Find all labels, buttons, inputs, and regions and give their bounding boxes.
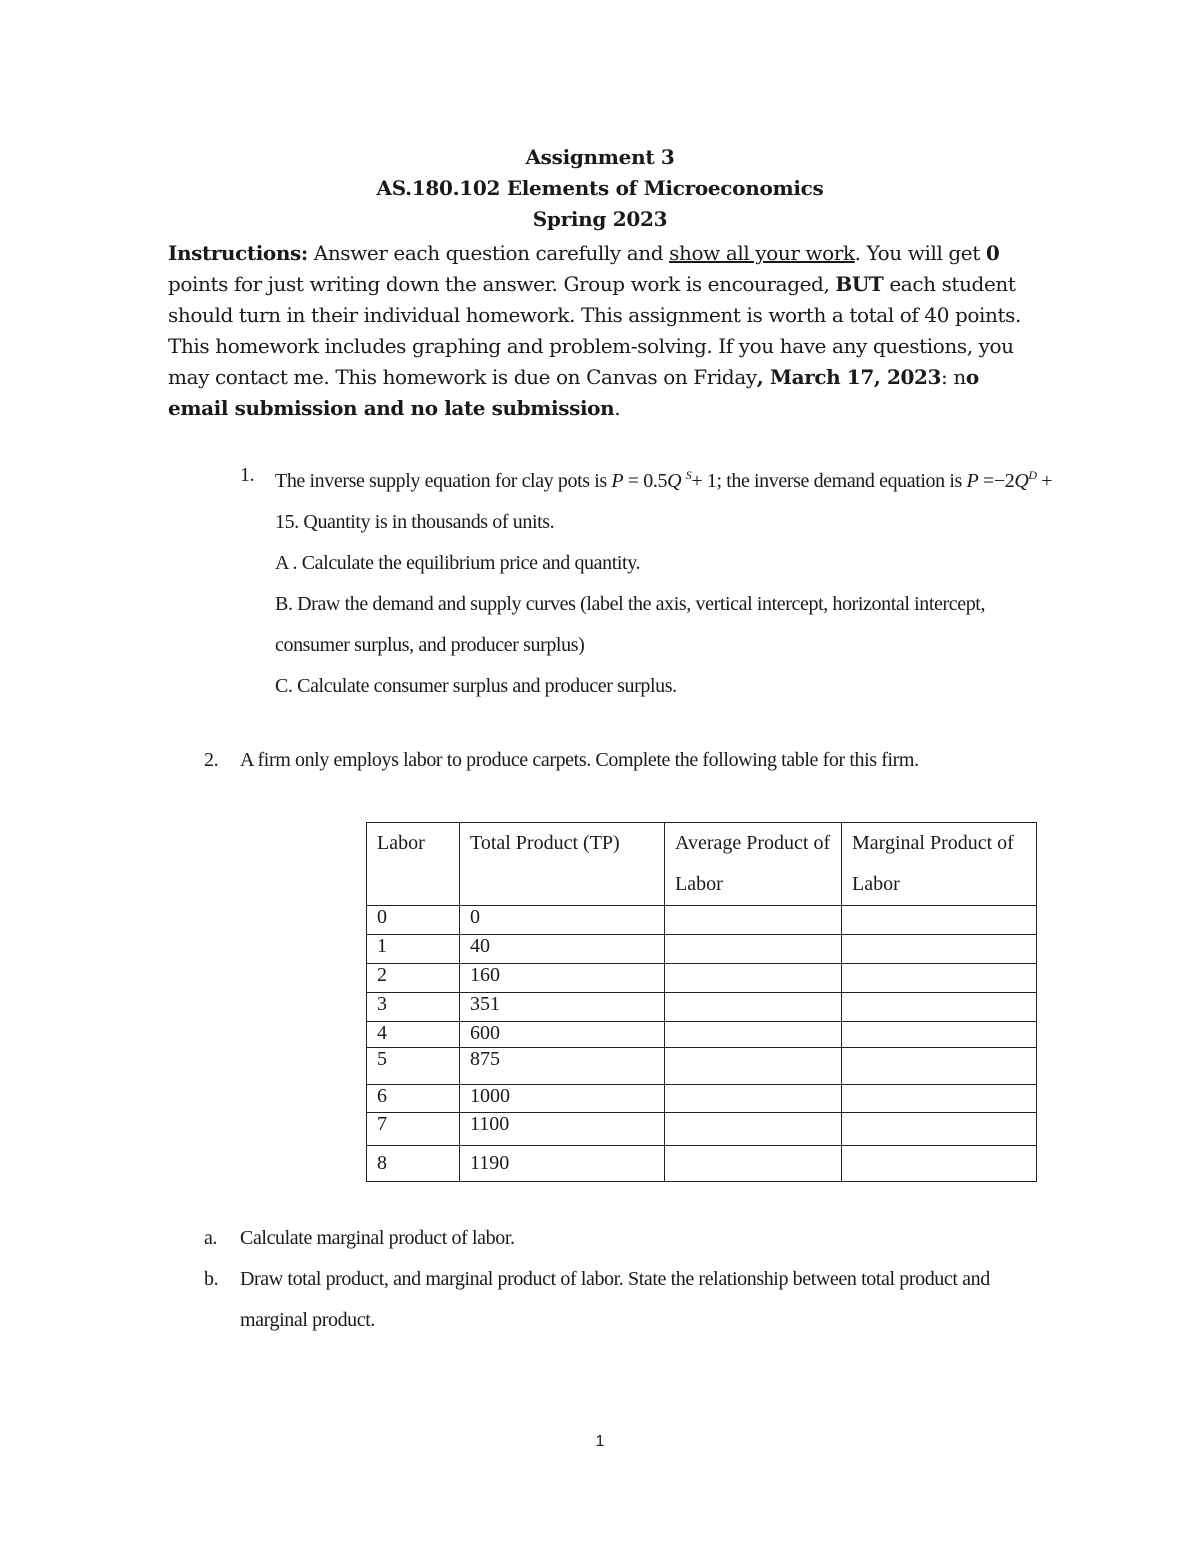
table-row: [367, 964, 1037, 993]
ap-cell[interactable]: [665, 964, 842, 993]
math-var: P: [611, 470, 624, 492]
tp-cell: 0: [460, 906, 665, 935]
question-1: [240, 455, 1060, 707]
sub-question-text: Calculate marginal product of labor.: [240, 1227, 515, 1249]
tp-cell: 351: [460, 993, 665, 1022]
mp-cell[interactable]: [842, 1146, 1037, 1182]
question-number: 2.: [204, 749, 219, 771]
labor-cell: 7: [367, 1113, 460, 1146]
sub-question-b: [204, 1259, 1044, 1341]
table-row: [367, 1085, 1037, 1113]
math-var: Q: [667, 470, 682, 492]
question-1-text: [275, 455, 1060, 543]
instructions-paragraph: [168, 238, 1028, 424]
ap-cell[interactable]: [665, 993, 842, 1022]
ap-cell[interactable]: [665, 1048, 842, 1085]
due-date: , March 17, 2023: [756, 365, 942, 389]
table-row: [367, 935, 1037, 964]
ap-cell[interactable]: [665, 1113, 842, 1146]
tp-cell: 1190: [460, 1146, 665, 1182]
question-2: [204, 740, 1044, 781]
question-number: 1.: [240, 464, 255, 486]
table-header-row: [367, 823, 1037, 906]
ap-cell[interactable]: [665, 1022, 842, 1048]
math-var: P: [966, 470, 979, 492]
table-row: [367, 1113, 1037, 1146]
course-title: AS.180.102 Elements of Microeconomics: [376, 176, 824, 200]
labor-cell: 0: [367, 906, 460, 935]
tp-cell: 600: [460, 1022, 665, 1048]
mp-cell[interactable]: [842, 1113, 1037, 1146]
sub-questions: [204, 1218, 1044, 1341]
labor-cell: 8: [367, 1146, 460, 1182]
instructions-label: Instructions:: [168, 241, 308, 265]
zero-points: 0: [985, 241, 1000, 265]
q1-text: + 1; the inverse demand equation is: [691, 470, 967, 492]
table-row: [367, 993, 1037, 1022]
table-row: [367, 1048, 1037, 1085]
labor-cell: 4: [367, 1022, 460, 1048]
sub-question-label: b.: [204, 1268, 219, 1290]
table-row: [367, 1146, 1037, 1182]
instructions-text: : n: [941, 365, 966, 389]
tp-cell: 1100: [460, 1113, 665, 1146]
header-total-product: Total Product (TP): [460, 823, 665, 906]
sub-question-text: Draw total product, and marginal product of labor. State the relationship between total product and marginal product.: [240, 1268, 990, 1331]
sub-question-label: a.: [204, 1227, 218, 1249]
labor-cell: 1: [367, 935, 460, 964]
question-1a: A . Calculate the equilibrium price and quantity.: [275, 552, 641, 574]
tp-cell: 40: [460, 935, 665, 964]
question-1b: B. Draw the demand and supply curves (label the axis, vertical intercept, horizontal intercept, consumer surplus, and producer surplus): [275, 593, 986, 656]
table-row: [367, 1022, 1037, 1048]
labor-cell: 5: [367, 1048, 460, 1085]
mp-cell[interactable]: [842, 964, 1037, 993]
mp-cell[interactable]: [842, 993, 1037, 1022]
q1-text: = 0.5: [623, 470, 668, 492]
ap-cell[interactable]: [665, 906, 842, 935]
q1-text: =−2: [978, 470, 1015, 492]
assignment-title: Assignment 3: [525, 145, 675, 169]
mp-cell[interactable]: [842, 1085, 1037, 1113]
no-late-notice: o email submission and no late submission: [168, 365, 979, 420]
table-row: [367, 906, 1037, 935]
mp-cell[interactable]: [842, 1022, 1037, 1048]
page-number: 1: [595, 1433, 605, 1450]
q1-text: The inverse supply equation for clay pots is: [275, 470, 612, 492]
header-marginal-product: Marginal Product of Labor: [842, 823, 1037, 906]
tp-cell: 875: [460, 1048, 665, 1085]
q1-text: + 15. Quantity is in thousands of units.: [275, 470, 1053, 533]
term: Spring 2023: [532, 207, 668, 231]
underlined-phrase: show all your work: [669, 241, 855, 265]
sub-question-a: [204, 1218, 1044, 1259]
instructions-text: each student should turn in their individual homework. This assignment is worth a total of 40 points. This homework includes graphing and problem-solving. If you have any questions, you may contact me. This homework is due on Canvas on Friday: [168, 272, 1021, 389]
tp-cell: 1000: [460, 1085, 665, 1113]
ap-cell[interactable]: [665, 1146, 842, 1182]
instructions-text: Answer each question carefully and: [307, 241, 670, 265]
superscript: D: [1028, 468, 1037, 482]
superscript: S: [685, 468, 692, 482]
instructions-text: . You will get: [854, 241, 986, 265]
labor-cell: 2: [367, 964, 460, 993]
mp-cell[interactable]: [842, 1048, 1037, 1085]
labor-cell: 3: [367, 993, 460, 1022]
question-1c: C. Calculate consumer surplus and producer surplus.: [275, 675, 677, 697]
math-var: Q: [1014, 470, 1029, 492]
header-labor: Labor: [367, 823, 460, 906]
ap-cell[interactable]: [665, 1085, 842, 1113]
header-average-product: Average Product of Labor: [665, 823, 842, 906]
production-table: [366, 822, 1037, 1182]
but-emphasis: BUT: [835, 272, 884, 296]
ap-cell[interactable]: [665, 935, 842, 964]
instructions-text: .: [614, 396, 621, 420]
labor-cell: 6: [367, 1085, 460, 1113]
question-2-text: A firm only employs labor to produce carpets. Complete the following table for this firm.: [240, 749, 919, 771]
mp-cell[interactable]: [842, 935, 1037, 964]
mp-cell[interactable]: [842, 906, 1037, 935]
tp-cell: 160: [460, 964, 665, 993]
instructions-text: points for just writing down the answer. Group work is encouraged,: [168, 272, 836, 296]
